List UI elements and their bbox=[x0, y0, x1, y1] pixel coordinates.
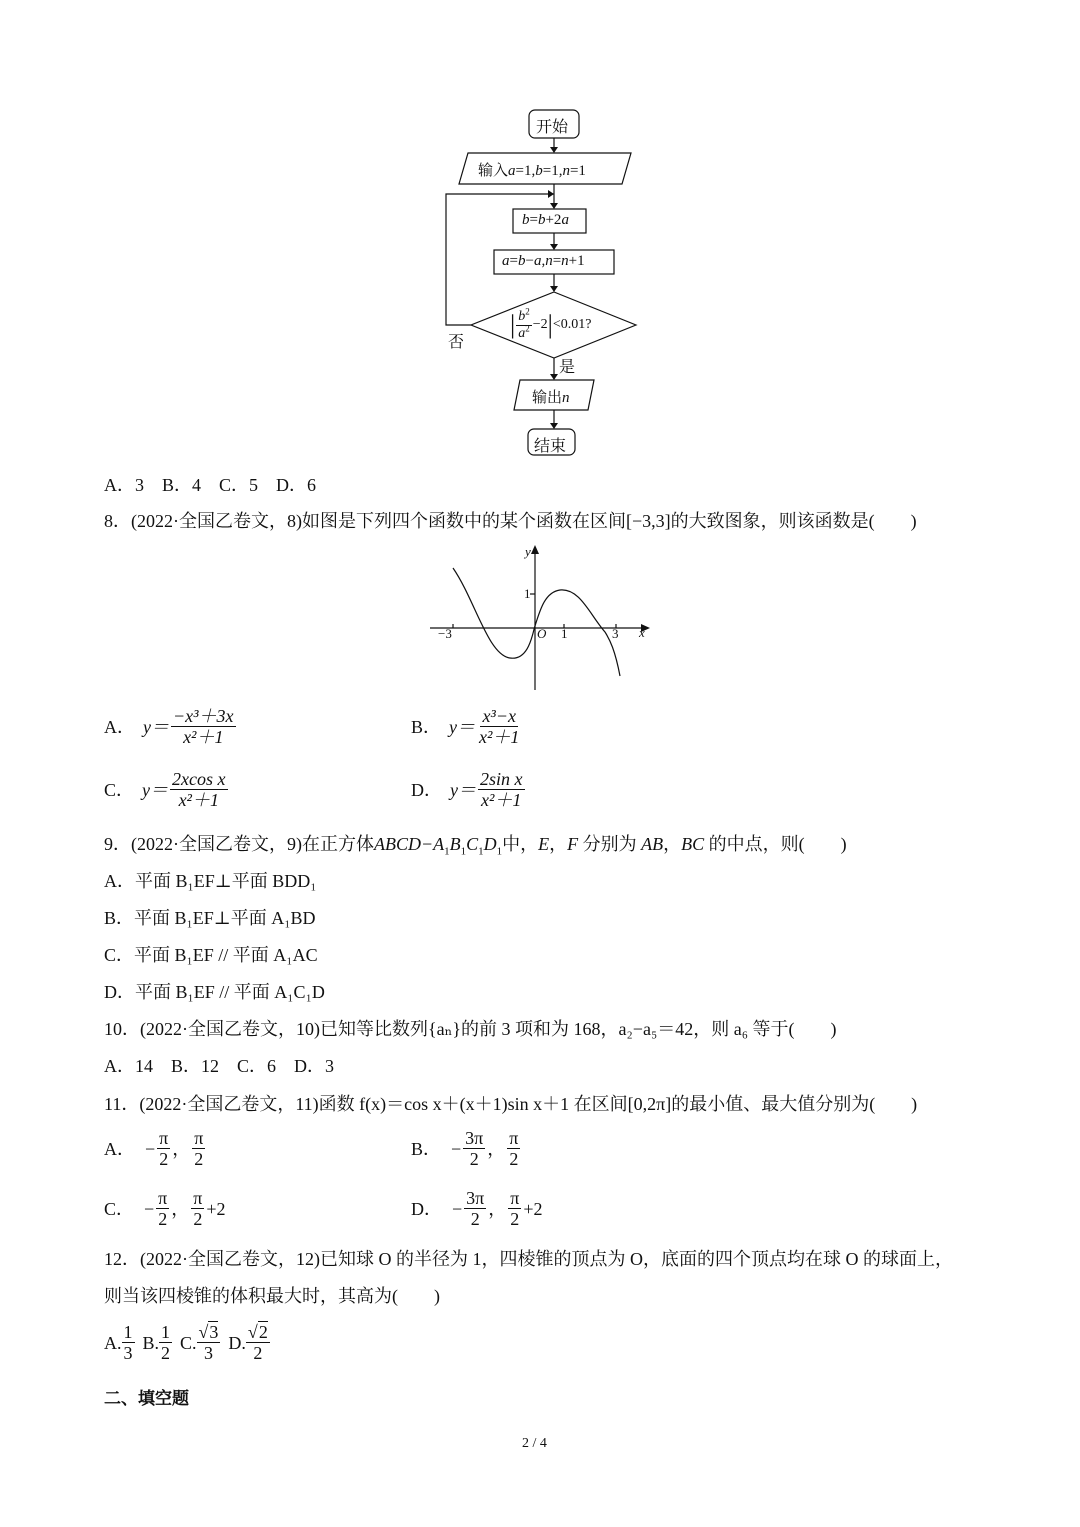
q11-a-n1: π bbox=[159, 1128, 169, 1148]
q11-option-d-label: D． bbox=[411, 1198, 442, 1219]
q11-d-minus: − bbox=[452, 1198, 463, 1219]
q9-stem-d: B bbox=[449, 834, 461, 854]
q8-graph-tick-1: 1 bbox=[561, 626, 568, 641]
flow-step2-minus: − bbox=[525, 253, 534, 269]
q8-option-c bbox=[104, 769, 230, 810]
q11-stem: 11．(2022·全国乙卷文，11)函数 f(x)＝cos x＋(x＋1)sin x＋1 在区间[0,2π]的最小值、最大值分别为( ) bbox=[104, 1094, 918, 1114]
q12-option-c-label: C. bbox=[180, 1332, 197, 1353]
q9-stem-a: 9．(2022·全国乙卷文，9)在正方体 bbox=[104, 834, 374, 854]
q8-option-d-label: D． bbox=[411, 779, 442, 800]
flow-no-label: 否 bbox=[448, 334, 465, 351]
q12-c-den: 3 bbox=[203, 1343, 213, 1363]
q11-option-a-label: A． bbox=[104, 1138, 135, 1159]
q11-c-n2: π bbox=[193, 1188, 203, 1208]
q8-option-a bbox=[104, 706, 238, 747]
q8-graph-tick-3: 3 bbox=[612, 626, 619, 641]
q10-options: A．14 B．12 C．6 D．3 bbox=[104, 1056, 335, 1076]
q8-graph bbox=[420, 540, 660, 700]
q8-option-a-den: x²＋1 bbox=[183, 727, 224, 747]
q11-c-n1: π bbox=[158, 1188, 168, 1208]
flow-start-label: 开始 bbox=[536, 119, 569, 136]
q12-line1: 12．(2022·全国乙卷文，12)已知球 O 的半径为 1，四棱锥的顶点为 O，底面的四个顶点均在球 O 的球面上， bbox=[104, 1249, 953, 1269]
q11-c-d2: 2 bbox=[193, 1209, 203, 1229]
q8-option-d bbox=[411, 769, 527, 810]
q8-graph-tick-neg3: −3 bbox=[438, 626, 452, 641]
q9-option-b: B．平面 B₁EF⊥平面 A₁BD bbox=[104, 908, 316, 928]
flow-step1-a: a bbox=[561, 212, 569, 228]
q12-b-den: 2 bbox=[161, 1343, 171, 1363]
flow-end-label: 结束 bbox=[534, 438, 567, 455]
q11-option-d bbox=[411, 1188, 543, 1229]
q11-a-n2: π bbox=[194, 1128, 204, 1148]
flow-step2-plus: +1 bbox=[568, 253, 585, 269]
flow-output-label bbox=[532, 386, 570, 407]
q9-stem-n: BC bbox=[681, 834, 705, 854]
flow-step1-b: b bbox=[522, 212, 530, 228]
q8-option-c-label: C． bbox=[104, 779, 135, 800]
q11-d-n2: π bbox=[510, 1188, 520, 1208]
q11-d-plus2: +2 bbox=[523, 1198, 543, 1219]
q12-d-num: 2 bbox=[258, 1322, 268, 1342]
q12-b-num: 1 bbox=[161, 1322, 171, 1342]
flow-step1-b2: b bbox=[537, 212, 546, 228]
flow-step1-label bbox=[522, 212, 569, 229]
page-number: 2 / 4 bbox=[522, 1436, 547, 1451]
q9-stem-j: F bbox=[567, 834, 579, 854]
section-title: 二、填空题 bbox=[104, 1389, 189, 1409]
q11-c-d1: 2 bbox=[158, 1209, 168, 1229]
q8-option-d-den: x²＋1 bbox=[481, 790, 522, 810]
flow-input-eq1: =1, bbox=[515, 163, 536, 179]
q8-option-d-num: 2sin x bbox=[480, 769, 523, 789]
q11-b-sep: ， bbox=[487, 1138, 506, 1159]
q10-stem: 10．(2022·全国乙卷文，10)已知等比数列{aₙ}的前 3 项和为 168，a₂−a₅＝42，则 a₆ 等于( ) bbox=[104, 1019, 837, 1039]
q12-c-num: 3 bbox=[209, 1322, 219, 1342]
q12-a-den: 3 bbox=[123, 1343, 133, 1363]
q11-b-n2: π bbox=[509, 1128, 519, 1148]
flow-step1-plus: +2 bbox=[545, 212, 562, 228]
q11-c-sep: ， bbox=[171, 1198, 190, 1219]
q11-option-c-label: C． bbox=[104, 1198, 135, 1219]
q11-a-minus: − bbox=[145, 1138, 156, 1159]
q8-option-b-den: x²＋1 bbox=[479, 727, 520, 747]
flow-input-eq3: =1 bbox=[569, 163, 586, 179]
flow-input-n: n bbox=[562, 163, 570, 179]
flow-step1-eq: = bbox=[529, 212, 538, 228]
q9-stem-c: −A bbox=[420, 834, 445, 854]
q8-graph-x-label: x bbox=[639, 625, 645, 640]
q11-c-plus2: +2 bbox=[206, 1198, 226, 1219]
q12-line2: 则当该四棱锥的体积最大时，其高为( ) bbox=[104, 1286, 440, 1306]
flow-step2-comma: , bbox=[541, 253, 546, 269]
q8-graph-tick-y1: 1 bbox=[524, 586, 531, 601]
flow-step2-eq: = bbox=[509, 253, 518, 269]
flow-cond-rest: <0.01? bbox=[552, 317, 592, 332]
q12-a-num: 1 bbox=[123, 1322, 133, 1342]
flow-step2-n2: n bbox=[561, 253, 569, 269]
q8-option-b bbox=[411, 706, 523, 747]
flow-input-a: a bbox=[508, 163, 516, 179]
q8-option-a-num: −x³＋3x bbox=[173, 706, 234, 726]
q11-d-n1: 3π bbox=[466, 1188, 485, 1208]
flow-cond-num: b bbox=[518, 308, 526, 324]
flow-output-n: n bbox=[562, 390, 570, 406]
q12-option-a-label: A. bbox=[104, 1332, 122, 1353]
q11-a-sep: ， bbox=[172, 1138, 191, 1159]
flow-cond-den-pow: 2 bbox=[525, 322, 530, 333]
q9-stem-h: E bbox=[538, 834, 550, 854]
q8-option-d-yeq: y＝ bbox=[450, 779, 476, 800]
flow-cond-den: a bbox=[518, 325, 526, 341]
flow-step2-b: b bbox=[517, 253, 526, 269]
q11-option-b bbox=[411, 1128, 522, 1169]
q8-option-b-yeq: y＝ bbox=[449, 716, 476, 737]
q9-option-d: D．平面 B₁EF // 平面 A₁C₁D bbox=[104, 982, 325, 1002]
q12-option-d-label: D. bbox=[228, 1332, 246, 1353]
q11-b-minus: − bbox=[451, 1138, 462, 1159]
q8-option-c-den: x²＋1 bbox=[178, 790, 219, 810]
q8-option-c-yeq: y＝ bbox=[142, 779, 169, 800]
flow-cond-minus: −2 bbox=[532, 317, 548, 332]
q11-d-d2: 2 bbox=[510, 1209, 520, 1229]
q8-option-b-label: B． bbox=[411, 716, 442, 737]
q11-b-d2: 2 bbox=[509, 1149, 519, 1169]
q9-stem-m: ， bbox=[663, 834, 682, 854]
q9-stem-g: 中， bbox=[502, 834, 539, 854]
q12-option-b-label: B. bbox=[142, 1332, 160, 1353]
flow-step2-a2: a bbox=[533, 253, 542, 269]
q11-option-a bbox=[104, 1128, 207, 1169]
flow-yes-label: 是 bbox=[559, 359, 576, 376]
q12-c-radical: √ bbox=[198, 1322, 209, 1342]
flow-step2-label bbox=[502, 253, 585, 270]
q11-d-sep: ， bbox=[488, 1198, 507, 1219]
q9-stem-e: C bbox=[466, 834, 479, 854]
q11-b-n1: 3π bbox=[465, 1128, 484, 1148]
q8-option-a-label: A． bbox=[104, 716, 135, 737]
q8-option-c-num: 2xcos x bbox=[172, 769, 226, 789]
q11-a-d2: 2 bbox=[194, 1149, 204, 1169]
q8-graph-y-label: y bbox=[525, 544, 531, 559]
flow-input-prefix: 输入 bbox=[478, 163, 509, 179]
flow-step2-eq2: = bbox=[552, 253, 562, 269]
q12-options bbox=[104, 1322, 270, 1363]
q9-option-a: A．平面 B₁EF⊥平面 BDD₁ bbox=[104, 871, 317, 891]
q11-d-d1: 2 bbox=[470, 1209, 480, 1229]
flow-output-prefix: 输出 bbox=[532, 390, 563, 406]
flow-step2-a: a bbox=[502, 253, 510, 269]
q11-option-c bbox=[104, 1188, 226, 1229]
q8-option-b-num: x³−x bbox=[482, 706, 516, 726]
q11-b-d1: 2 bbox=[469, 1149, 479, 1169]
q7-options: A．3 B．4 C．5 D．6 bbox=[104, 475, 317, 495]
flow-condition-label: | $b^2$ $a^2$ −2 | <0.01? bbox=[510, 305, 592, 341]
q11-option-b-label: B． bbox=[411, 1138, 442, 1159]
flow-step2-n: n bbox=[545, 253, 553, 269]
q9-stem-i: ， bbox=[549, 834, 568, 854]
flow-cond-num-pow: 2 bbox=[525, 305, 530, 316]
q9-stem-o: 的中点，则( ) bbox=[708, 834, 847, 854]
q9-stem-l: AB bbox=[641, 834, 664, 854]
q8-stem: 8．(2022·全国乙卷文，8)如图是下列四个函数中的某个函数在区间[−3,3]的大致图象，则该函数是( ) bbox=[104, 511, 917, 531]
flow-input-label bbox=[478, 159, 586, 180]
q9-stem-b: ABCD bbox=[373, 834, 421, 854]
flow-input-b: b bbox=[535, 163, 543, 179]
q9-stem: 9．(2022·全国乙卷文，9)在正方体$ABCD-A_1B_1C_1D_1$中，E，F 分别为 AB，BC 的中点，则( ) bbox=[104, 834, 847, 858]
q12-d-radical: √ bbox=[247, 1322, 258, 1342]
q8-graph-origin: O bbox=[537, 626, 547, 641]
q11-a-d1: 2 bbox=[159, 1149, 169, 1169]
flow-input-eq2: =1, bbox=[542, 163, 563, 179]
q12-d-den: 2 bbox=[253, 1343, 263, 1363]
q9-stem-k: 分别为 bbox=[582, 834, 637, 854]
q8-option-a-yeq: y＝ bbox=[143, 716, 169, 737]
q9-stem-f: D bbox=[483, 834, 497, 854]
q9-option-c: C．平面 B₁EF // 平面 A₁AC bbox=[104, 945, 318, 965]
q11-c-minus: − bbox=[144, 1198, 155, 1219]
